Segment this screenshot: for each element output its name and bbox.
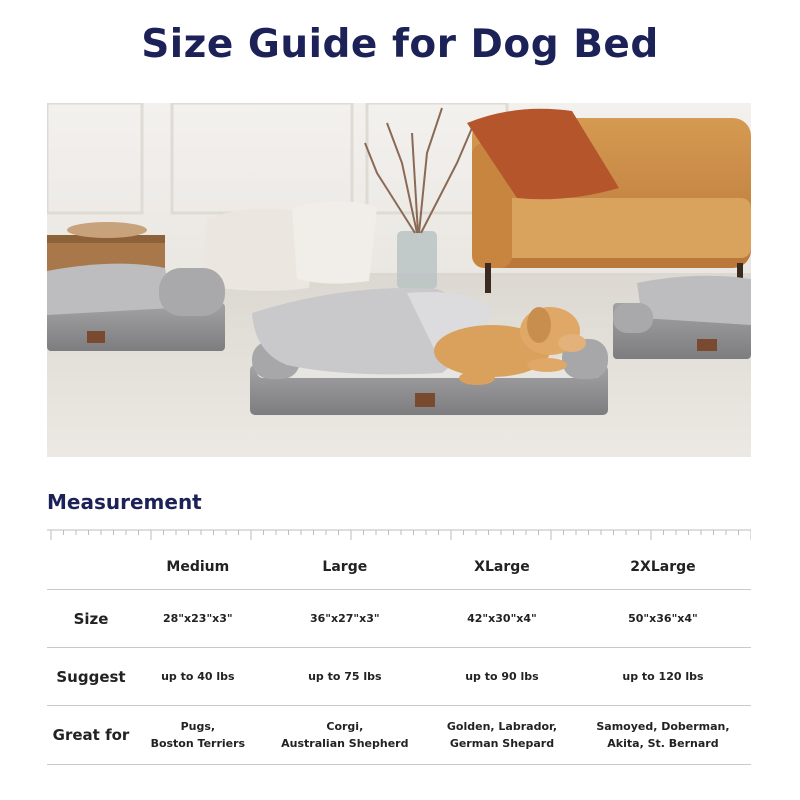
table-cell: up to 120 lbs [575,648,751,706]
column-header: Large [261,542,429,590]
table-cell [575,706,751,765]
row-label: Suggest [47,648,135,706]
table-row [47,590,751,648]
cell-line: Australian Shepherd [281,737,409,750]
row-label: Size [47,590,135,648]
cell-line: Akita, St. Bernard [607,737,719,750]
table-cell [261,706,429,765]
product-photo [47,103,751,457]
table-cell: up to 75 lbs [261,648,429,706]
table-cell: 50"x36"x4" [575,590,751,648]
corner-cell [47,542,135,590]
column-header: XLarge [429,542,575,590]
cell-line: Corgi, [326,720,364,733]
measurement-heading: Measurement [47,490,202,514]
table-row [47,706,751,765]
table-cell [135,706,261,765]
table-header-row [47,542,751,590]
column-header: Medium [135,542,261,590]
table-cell [429,706,575,765]
cell-line: German Shepard [449,737,555,750]
cell-line: Golden, Labrador, [446,720,557,733]
page-title: Size Guide for Dog Bed [141,22,659,67]
cell-line: Samoyed, Doberman, [596,720,730,733]
row-label: Great for [47,706,135,765]
table-cell: 42"x30"x4" [429,590,575,648]
cell-line: Pugs, [180,720,216,733]
column-header: 2XLarge [575,542,751,590]
table-row [47,648,751,706]
size-guide-table [47,542,751,765]
table-cell: up to 40 lbs [135,648,261,706]
table-cell: 28"x23"x3" [135,590,261,648]
table-cell: 36"x27"x3" [261,590,429,648]
cell-line: Boston Terriers [150,737,246,750]
table-cell: up to 90 lbs [429,648,575,706]
